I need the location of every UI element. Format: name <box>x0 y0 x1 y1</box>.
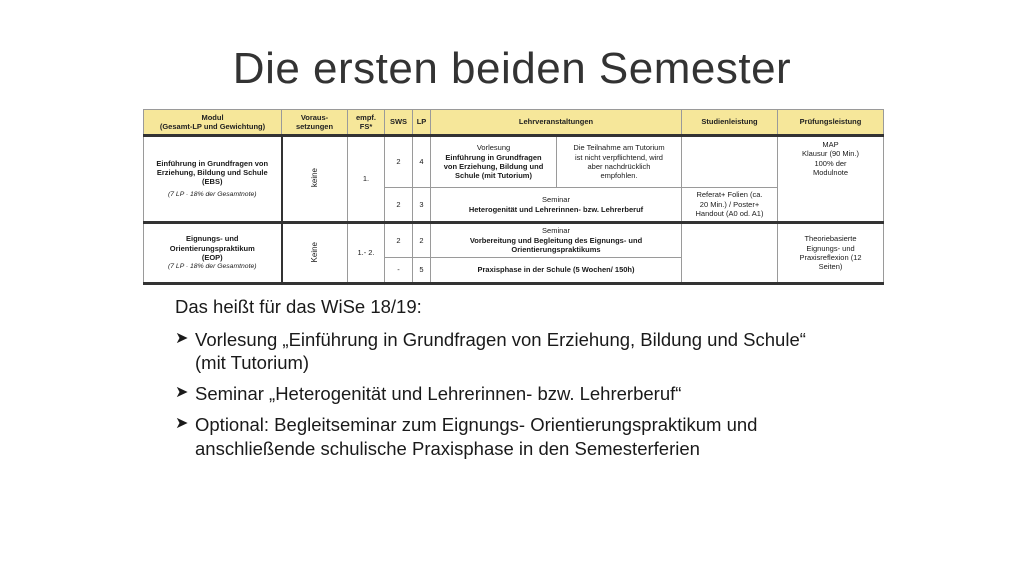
table-header-row <box>144 110 884 136</box>
eop-praxis-sws: - <box>385 258 413 284</box>
ebs-vorlesung: Vorlesung Einführung in Grundfragen von Erziehung, Bildung und Schule (mit Tutorium) <box>431 136 557 188</box>
bullet-list <box>175 296 865 468</box>
list-item: ➤ Seminar „Heterogenität und Lehrerinnen- bzw. Lehrerberuf“ <box>175 383 682 405</box>
list-item: ➤ Vorlesung „Einführung in Grundfragen von Erziehung, Bildung und Schule“ (mit Tutorium) <box>175 329 806 374</box>
ebs-seminar: Seminar Heterogenität und Lehrerinnen- bzw. Lehrerberuf <box>431 188 682 223</box>
header-studienleistung: Studienleistung <box>682 110 778 136</box>
eop-studienleistung-empty <box>682 223 778 284</box>
eop-praxisphase: Praxisphase in der Schule (5 Wochen/ 150h) <box>431 258 682 284</box>
ebs-sem-lp: 3 <box>413 188 431 223</box>
header-empf-fs: empf. FS* <box>348 110 385 136</box>
header-lehrveranstaltungen: Lehrveranstaltungen <box>431 110 682 136</box>
eop-fs: 1.- 2. <box>348 223 385 284</box>
ebs-tutorium-note: Die Teilnahme am Tutorium ist nicht verpflichtend, wird aber nachdrücklich empfohlen. <box>557 136 682 188</box>
header-sws: SWS <box>385 110 413 136</box>
eop-voraussetzungen: Keine <box>282 223 348 284</box>
module-table <box>143 109 884 285</box>
header-lp: LP <box>413 110 431 136</box>
table-row <box>144 136 884 188</box>
eop-sem-sws: 2 <box>385 223 413 258</box>
header-pruefungsleistung: Prüfungsleistung <box>778 110 884 136</box>
eop-seminar: Seminar Vorbereitung und Begleitung des Eignungs- und Orientierungspraktikums <box>431 223 682 258</box>
module-eop-cell: Eignungs- und Orientierungspraktikum (EOP) (7 LP · 18% der Gesamtnote) <box>144 223 282 284</box>
slide-title: Die ersten beiden Semester <box>232 44 792 93</box>
header-voraussetzungen: Voraus- setzungen <box>282 110 348 136</box>
arrow-bullet-icon: ➤ <box>175 330 189 347</box>
ebs-studienleistung: Referat+ Folien (ca. 20 Min.) / Poster+ Handout (A0 od. A1) <box>682 188 778 223</box>
header-modul: Modul (Gesamt-LP und Gewichtung) <box>144 110 282 136</box>
module-ebs-cell: Einführung in Grundfragen von Erziehung, Bildung und Schule (EBS) (7 LP · 18% der Gesamtnote) <box>144 136 282 223</box>
ebs-studienleistung-empty <box>682 136 778 188</box>
arrow-bullet-icon: ➤ <box>175 415 189 433</box>
ebs-voraussetzungen: keine <box>282 136 348 223</box>
ebs-pruefungsleistung: MAP Klausur (90 Min.) 100% der Modulnote <box>778 136 884 223</box>
bullet-intro: Das heißt für das WiSe 18/19: <box>175 296 422 317</box>
ebs-vl-sws: 2 <box>385 136 413 188</box>
arrow-bullet-icon: ➤ <box>175 384 189 402</box>
list-item: ➤ Optional: Begleitseminar zum Eignungs- Orientierungspraktikum und anschließende schulische Praxisphase in den Semesterferien <box>175 414 758 459</box>
eop-praxis-lp: 5 <box>413 258 431 284</box>
eop-sem-lp: 2 <box>413 223 431 258</box>
ebs-fs: 1. <box>348 136 385 223</box>
ebs-vl-lp: 4 <box>413 136 431 188</box>
module-table-image <box>143 109 883 285</box>
ebs-sem-sws: 2 <box>385 188 413 223</box>
table-row <box>144 223 884 258</box>
eop-pruefungsleistung: Theoriebasierte Eignungs- und Praxisreflexion (12 Seiten) <box>778 223 884 284</box>
